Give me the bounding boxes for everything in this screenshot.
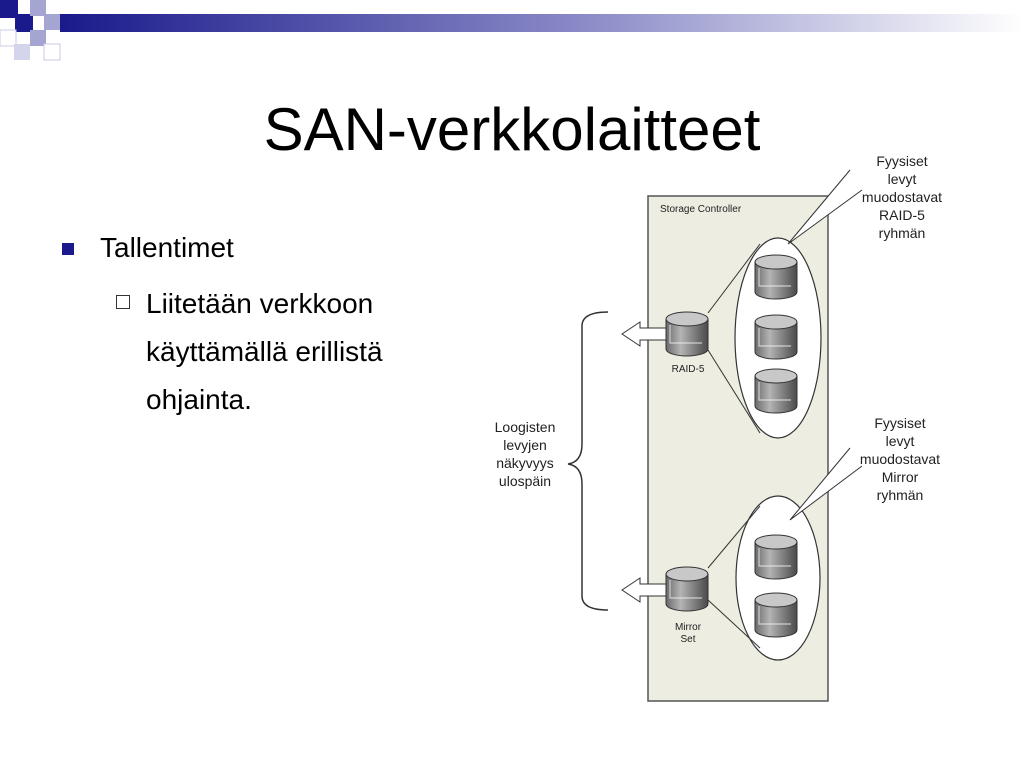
- raid-group-callout-line: muodostavat: [861, 189, 943, 205]
- slide-title: SAN-verkkolaitteet: [263, 96, 761, 163]
- logical-disks-label: [480, 418, 570, 490]
- raid5-label: RAID-5: [671, 364, 705, 375]
- bullet-level1-text: Tallentimet: [100, 232, 234, 263]
- physical-disk-icon: [755, 535, 797, 579]
- storage-controller-label: Storage Controller: [660, 204, 742, 215]
- bullet-level2-line: ohjainta.: [146, 384, 252, 415]
- logical-disks-label-line: näkyvyys: [496, 455, 554, 471]
- mirror-group-callout: [840, 414, 960, 504]
- mirror-logical-disk-icon: [666, 567, 708, 611]
- bullet-level2-text: [146, 280, 476, 424]
- raid-group-callout-line: levyt: [887, 171, 917, 187]
- raid5-logical-disk-icon: [666, 312, 708, 356]
- mirror-group-callout-line: levyt: [885, 433, 915, 449]
- raid-group-callout-line: ryhmän: [878, 225, 926, 241]
- raid-group-callout-line: Fyysiset: [876, 153, 928, 169]
- header-decoration: [0, 0, 1024, 64]
- mirror-set-label-line: Mirror: [674, 622, 702, 633]
- hollow-square-bullet-icon: [116, 295, 130, 309]
- curly-brace-icon: [568, 312, 608, 610]
- san-diagram: [470, 148, 970, 708]
- physical-disk-icon: [755, 369, 797, 413]
- physical-disk-icon: [755, 255, 797, 299]
- bullet-level2-line: Liitetään verkkoon: [146, 288, 374, 319]
- logical-disks-label-line: ulospäin: [498, 473, 552, 489]
- physical-disk-icon: [755, 593, 797, 637]
- mirror-group-callout-line: ryhmän: [876, 487, 924, 503]
- physical-disk-icon: [755, 315, 797, 359]
- logical-disks-label-line: levyjen: [503, 437, 547, 453]
- raid-group-callout: [842, 152, 962, 242]
- raid-group-callout-line: RAID-5: [879, 207, 925, 223]
- mirror-set-label-line: Set: [680, 634, 696, 645]
- square-bullet-icon: [62, 243, 74, 255]
- mirror-group-callout-line: Mirror: [881, 469, 919, 485]
- mirror-group-callout-line: muodostavat: [859, 451, 941, 467]
- logical-disks-label-line: Loogisten: [494, 419, 556, 435]
- bullet-level2-line: käyttämällä erillistä: [146, 336, 383, 367]
- mirror-set-label: [666, 622, 710, 646]
- mirror-group-callout-line: Fyysiset: [874, 415, 926, 431]
